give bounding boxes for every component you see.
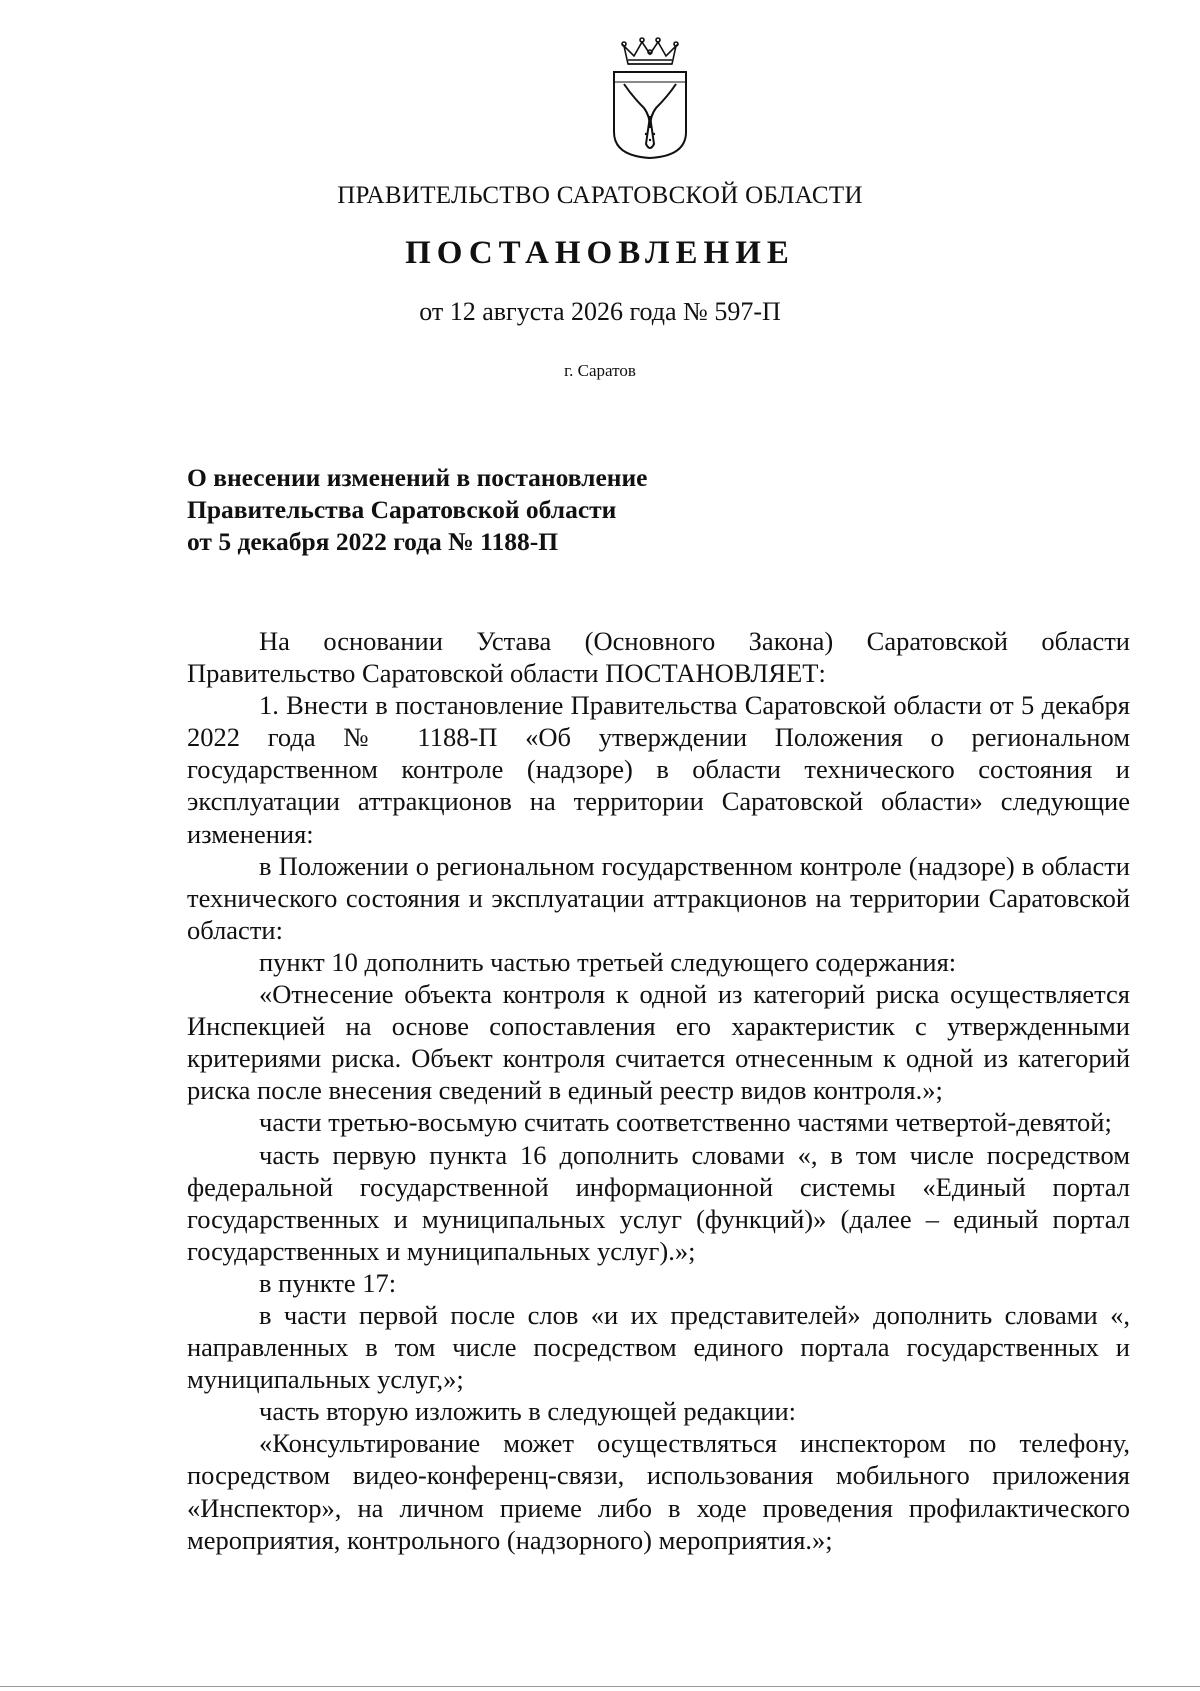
body-paragraph: «Консультирование может осуществляться инспектором по телефону, посредством видео-конференц-связи, использования мобильного приложения «Инспектор», на личном приеме либо в ходе проведения профилактического мероприятия, контрольного (надзорного) мероприятия.»; (187, 1428, 1130, 1555)
coat-of-arms-icon (610, 36, 690, 160)
body-paragraph: в пункте 17: (259, 1267, 397, 1298)
body-paragraph: 1. Внести в постановление Правительства Саратовской области от 5 декабря 2022 года № 1188-П «Об утверждении Положения о региональном государственном контроле (надзоре) в области технического состояния и эксплуатации аттракционов на территории Саратовской области» следующие изменения: (187, 690, 1130, 849)
subject-line: от 5 декабря 2022 года № 1188-П (187, 527, 559, 556)
date-number-line: от 12 августа 2026 года № 597-П (419, 297, 781, 326)
scan-edge-line (0, 1686, 1200, 1691)
document-type-title: ПОСТАНОВЛЕНИЕ (405, 235, 795, 271)
body-paragraph: «Отнесение объекта контроля к одной из категорий риска осуществляется Инспекцией на основе сопоставления его характеристик с утвержденными критериями риска. Объект контроля считается отнесенным к одной из категорий риска после внесения сведений в единый реестр видов контроля.»; (187, 979, 1130, 1106)
body-paragraph: в Положении о региональном государственном контроле (надзоре) в области технического состояния и эксплуатации аттракционов на территории Саратовской области: (187, 850, 1130, 945)
document-body (187, 625, 1130, 1556)
body-paragraph: в части первой после слов «и их представителей» дополнить словами «, направленных в том числе посредством единого портала государственных и муниципальных услуг,»; (187, 1299, 1130, 1395)
subject-line: Правительства Саратовской области (187, 495, 617, 524)
body-paragraph: часть вторую изложить в следующей редакции: (259, 1396, 797, 1427)
government-name: ПРАВИТЕЛЬСТВО САРАТОВСКОЙ ОБЛАСТИ (337, 182, 863, 209)
body-paragraph: части третью-восьмую считать соответственно частями четвертой-девятой; (259, 1107, 1112, 1138)
subject-line: О внесении изменений в постановление (187, 463, 648, 492)
document-subject (187, 462, 648, 558)
body-paragraph: пункт 10 дополнить частью третьей следующего содержания: (259, 946, 957, 977)
body-paragraph: часть первую пункта 16 дополнить словами «, в том числе посредством федеральной государственной информационной системы «Единый портал государственных и муниципальных услуг (функций)» (далее – единый портал государственных и муниципальных услуг).»; (187, 1139, 1130, 1266)
city-label: г. Саратов (564, 361, 636, 380)
body-paragraph: На основании Устава (Основного Закона) Саратовской области Правительство Саратовской области ПОСТАНОВЛЯЕТ: (187, 626, 1130, 689)
